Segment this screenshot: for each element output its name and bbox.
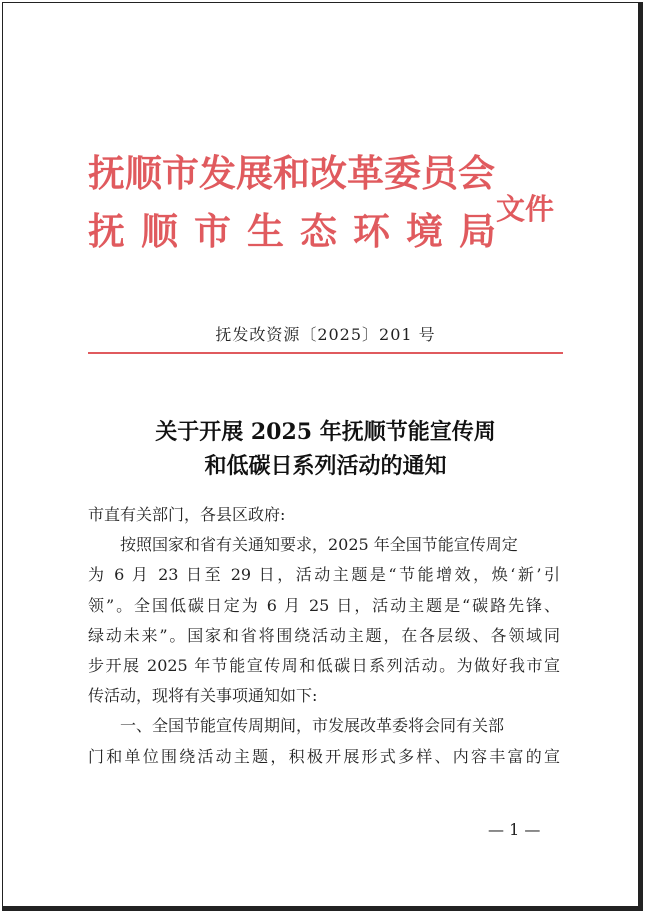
body-line: 传活动，现将有关事项通知如下:: [88, 686, 318, 706]
notice-title: [0, 415, 651, 483]
issuer-header: [88, 150, 568, 270]
body-line: 一、全国节能宣传周期间，市发展改革委将会同有关部: [120, 716, 505, 736]
body-line: 为 6 月 23 日至 29 日，活动主题是“节能增效，焕‘新’引: [88, 565, 560, 585]
document-number: 抚发改资源〔2025〕201 号: [215, 325, 436, 344]
body-line: 绿动未来”。国家和省将围绕活动主题，在各层级、各领域同: [88, 625, 560, 645]
issuer-name-ecology-environment: 抚顺市生态环境局: [88, 209, 512, 253]
issuer-name-development-reform: 抚顺市发展和改革委员会: [88, 151, 495, 195]
page-number: — 1 —: [488, 820, 541, 839]
document-suffix: 文件: [496, 192, 555, 226]
red-divider: [88, 352, 563, 354]
body-line: 步开展 2025 年节能宣传周和低碳日系列活动。为做好我市宣: [88, 655, 560, 675]
salutation: 市直有关部门，各县区政府:: [88, 505, 286, 524]
title-line-1: 关于开展 2025 年抚顺节能宣传周: [155, 419, 496, 445]
title-line-2: 和低碳日系列活动的通知: [204, 453, 447, 479]
body-text: [88, 500, 560, 772]
body-line: 门和单位围绕活动主题，积极开展形式多样、内容丰富的宣: [88, 746, 560, 766]
body-line: 按照国家和省有关通知要求，2025 年全国节能宣传周定: [120, 535, 518, 555]
body-line: 领”。全国低碳日定为 6 月 25 日，活动主题是“碳路先锋、: [88, 595, 560, 615]
